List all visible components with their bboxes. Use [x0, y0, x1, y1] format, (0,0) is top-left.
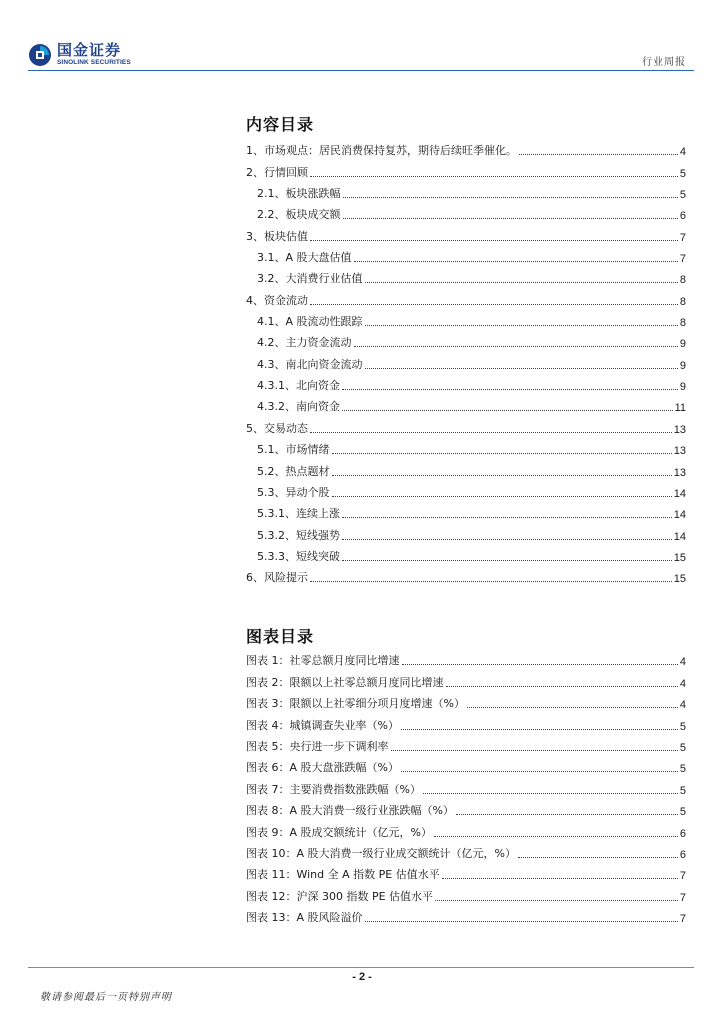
dot-leader	[518, 857, 678, 858]
toc-entry-page-number: 8	[679, 295, 686, 308]
dot-leader	[332, 475, 672, 476]
toc-entry-page-number: 4	[679, 146, 686, 159]
toc-entry-label: 5.3.3、短线突破	[257, 549, 340, 563]
company-logo	[28, 40, 131, 70]
dot-leader	[343, 218, 678, 219]
toc-entry[interactable]	[246, 482, 686, 503]
figure-entry[interactable]	[246, 907, 686, 928]
page-number: - 2 -	[352, 971, 372, 983]
toc-entry-page-number: 9	[679, 359, 686, 372]
dot-leader	[446, 686, 678, 687]
toc-entry[interactable]	[246, 546, 686, 567]
toc-entry-label: 2、行情回顾	[246, 165, 308, 179]
toc-title: 内容目录	[246, 115, 315, 134]
dot-leader	[401, 771, 678, 772]
toc-entry[interactable]	[246, 289, 686, 310]
disclaimer-text: 敬请参阅最后一页特别声明	[40, 992, 172, 1003]
dot-leader	[365, 368, 678, 369]
figure-entry-label: 图表 1：社零总额月度同比增速	[246, 654, 400, 668]
figure-entry[interactable]	[246, 864, 686, 885]
toc-entry[interactable]	[246, 503, 686, 524]
figure-entry[interactable]	[246, 778, 686, 799]
figure-entry-label: 图表 5：央行进一步下调利率	[246, 739, 389, 753]
figure-entry-page-number: 7	[679, 891, 686, 904]
figure-entry[interactable]	[246, 757, 686, 778]
dot-leader	[442, 878, 678, 879]
toc-entry-label: 2.2、板块成交额	[257, 208, 341, 222]
toc-entry-label: 4、资金流动	[246, 293, 308, 307]
report-type-label: 行业周报	[642, 57, 686, 68]
toc-entry-page-number: 5	[679, 189, 686, 202]
figure-entry-label: 图表 4：城镇调查失业率（%）	[246, 718, 399, 732]
dot-leader	[365, 282, 678, 283]
dot-leader	[342, 410, 673, 411]
figure-entry-label: 图表 7：主要消费指数涨跌幅（%）	[246, 782, 421, 796]
toc-entry-label: 4.1、A 股流动性跟踪	[257, 315, 363, 329]
toc-entry-page-number: 7	[679, 253, 686, 266]
dot-leader	[342, 539, 672, 540]
dot-leader	[467, 707, 678, 708]
figure-entry-label: 图表 13：A 股风险溢价	[246, 911, 363, 925]
toc-entry[interactable]	[246, 353, 686, 374]
dot-leader	[519, 154, 678, 155]
toc-entry-label: 5.2、热点题材	[257, 464, 330, 478]
toc-entry-page-number: 13	[673, 466, 686, 479]
header-divider	[28, 70, 694, 71]
toc-entry-page-number: 9	[679, 338, 686, 351]
figure-entry-label: 图表 10：A 股大消费一级行业成交额统计（亿元，%）	[246, 846, 516, 860]
logo-chinese-name: 国金证券	[57, 41, 122, 60]
figure-entry-page-number: 7	[679, 870, 686, 883]
toc-entry-label: 3.1、A 股大盘估值	[257, 251, 352, 265]
toc-entry[interactable]	[246, 567, 686, 588]
toc-entry-page-number: 5	[679, 167, 686, 180]
table-of-contents	[246, 140, 686, 588]
toc-entry[interactable]	[246, 460, 686, 481]
toc-entry-label: 3.2、大消费行业估值	[257, 272, 363, 286]
figure-entry-label: 图表 6：A 股大盘涨跌幅（%）	[246, 761, 399, 775]
toc-entry-page-number: 14	[673, 509, 686, 522]
toc-entry-page-number: 13	[673, 445, 686, 458]
dot-leader	[365, 921, 678, 922]
dot-leader	[435, 900, 678, 901]
toc-entry[interactable]	[246, 225, 686, 246]
dot-leader	[310, 581, 672, 582]
figure-entry-page-number: 4	[679, 656, 686, 669]
dot-leader	[434, 836, 678, 837]
logo-english-name: SINOLINK SECURITIES	[57, 59, 131, 67]
figure-entry-page-number: 5	[679, 806, 686, 819]
toc-entry[interactable]	[246, 311, 686, 332]
toc-entry-page-number: 14	[673, 487, 686, 500]
logo-mark-icon	[28, 43, 52, 67]
dot-leader	[342, 517, 672, 518]
figure-entry-page-number: 6	[679, 848, 686, 861]
figure-entry-label: 图表 8：A 股大消费一级行业涨跌幅（%）	[246, 804, 454, 818]
toc-entry-label: 4.3、南北向资金流动	[257, 357, 363, 371]
toc-entry[interactable]	[246, 161, 686, 182]
dot-leader	[310, 240, 678, 241]
figure-list	[246, 650, 686, 928]
figure-entry-label: 图表 3：限额以上社零细分项月度增速（%）	[246, 697, 465, 711]
toc-entry-page-number: 7	[679, 231, 686, 244]
dot-leader	[456, 814, 678, 815]
dot-leader	[402, 664, 678, 665]
dot-leader	[365, 325, 678, 326]
figure-entry-page-number: 5	[679, 741, 686, 754]
toc-entry-label: 4.3.2、南向资金	[257, 400, 340, 414]
toc-entry-page-number: 6	[679, 210, 686, 223]
dot-leader	[342, 389, 678, 390]
figure-entry[interactable]	[246, 800, 686, 821]
toc-entry[interactable]	[246, 268, 686, 289]
toc-entry[interactable]	[246, 375, 686, 396]
dot-leader	[391, 750, 678, 751]
dot-leader	[332, 453, 672, 454]
toc-entry[interactable]	[246, 204, 686, 225]
dot-leader	[354, 346, 678, 347]
figure-entry-page-number: 4	[679, 677, 686, 690]
dot-leader	[423, 793, 678, 794]
figure-entry[interactable]	[246, 671, 686, 692]
toc-entry-page-number: 8	[679, 274, 686, 287]
toc-entry-label: 6、风险提示	[246, 571, 308, 585]
toc-entry-label: 3、板块估值	[246, 229, 308, 243]
toc-entry-label: 1、市场观点：居民消费保持复苏，期待后续旺季催化。	[246, 144, 517, 158]
figure-entry[interactable]	[246, 693, 686, 714]
toc-entry-label: 5.3.1、连续上涨	[257, 507, 340, 521]
figure-entry[interactable]	[246, 714, 686, 735]
toc-entry-page-number: 13	[673, 423, 686, 436]
toc-entry[interactable]	[246, 439, 686, 460]
figure-entry-page-number: 4	[679, 699, 686, 712]
figure-entry-label: 图表 12：沪深 300 指数 PE 估值水平	[246, 889, 434, 903]
figure-entry[interactable]	[246, 885, 686, 906]
dot-leader	[332, 496, 672, 497]
toc-entry-page-number: 8	[679, 317, 686, 330]
figures-title: 图表目录	[246, 627, 315, 646]
dot-leader	[401, 729, 678, 730]
toc-entry-label: 2.1、板块涨跌幅	[257, 187, 341, 201]
toc-entry[interactable]	[246, 332, 686, 353]
figure-entry-label: 图表 9：A 股成交额统计（亿元，%）	[246, 825, 432, 839]
toc-entry-label: 5.3.2、短线强势	[257, 528, 340, 542]
toc-entry-label: 4.2、主力资金流动	[257, 336, 352, 350]
toc-entry[interactable]	[246, 140, 686, 161]
figure-entry-page-number: 5	[679, 720, 686, 733]
dot-leader	[354, 261, 678, 262]
toc-entry-page-number: 15	[673, 551, 686, 564]
toc-entry[interactable]	[246, 247, 686, 268]
figure-entry-page-number: 5	[679, 784, 686, 797]
toc-entry-label: 5.1、市场情绪	[257, 443, 330, 457]
figure-entry-page-number: 6	[679, 827, 686, 840]
toc-entry[interactable]	[246, 417, 686, 438]
toc-entry-page-number: 15	[673, 573, 686, 586]
toc-entry-label: 5.3、异动个股	[257, 485, 330, 499]
figure-entry-page-number: 7	[679, 913, 686, 926]
dot-leader	[310, 176, 678, 177]
toc-entry[interactable]	[246, 183, 686, 204]
footer-divider	[28, 967, 694, 968]
dot-leader	[343, 197, 678, 198]
dot-leader	[310, 432, 672, 433]
dot-leader	[342, 560, 672, 561]
toc-entry-page-number: 9	[679, 381, 686, 394]
figure-entry[interactable]	[246, 843, 686, 864]
toc-entry[interactable]	[246, 524, 686, 545]
toc-entry[interactable]	[246, 396, 686, 417]
toc-entry-label: 5、交易动态	[246, 421, 308, 435]
toc-entry-label: 4.3.1、北向资金	[257, 379, 340, 393]
toc-entry-page-number: 11	[674, 402, 686, 415]
dot-leader	[310, 304, 678, 305]
figure-entry[interactable]	[246, 821, 686, 842]
figure-entry-label: 图表 2：限额以上社零总额月度同比增速	[246, 675, 444, 689]
figure-entry-label: 图表 11：Wind 全 A 指数 PE 估值水平	[246, 868, 440, 882]
page-header	[0, 0, 724, 74]
toc-entry-page-number: 14	[673, 530, 686, 543]
figure-entry[interactable]	[246, 650, 686, 671]
figure-entry[interactable]	[246, 736, 686, 757]
figure-entry-page-number: 5	[679, 763, 686, 776]
